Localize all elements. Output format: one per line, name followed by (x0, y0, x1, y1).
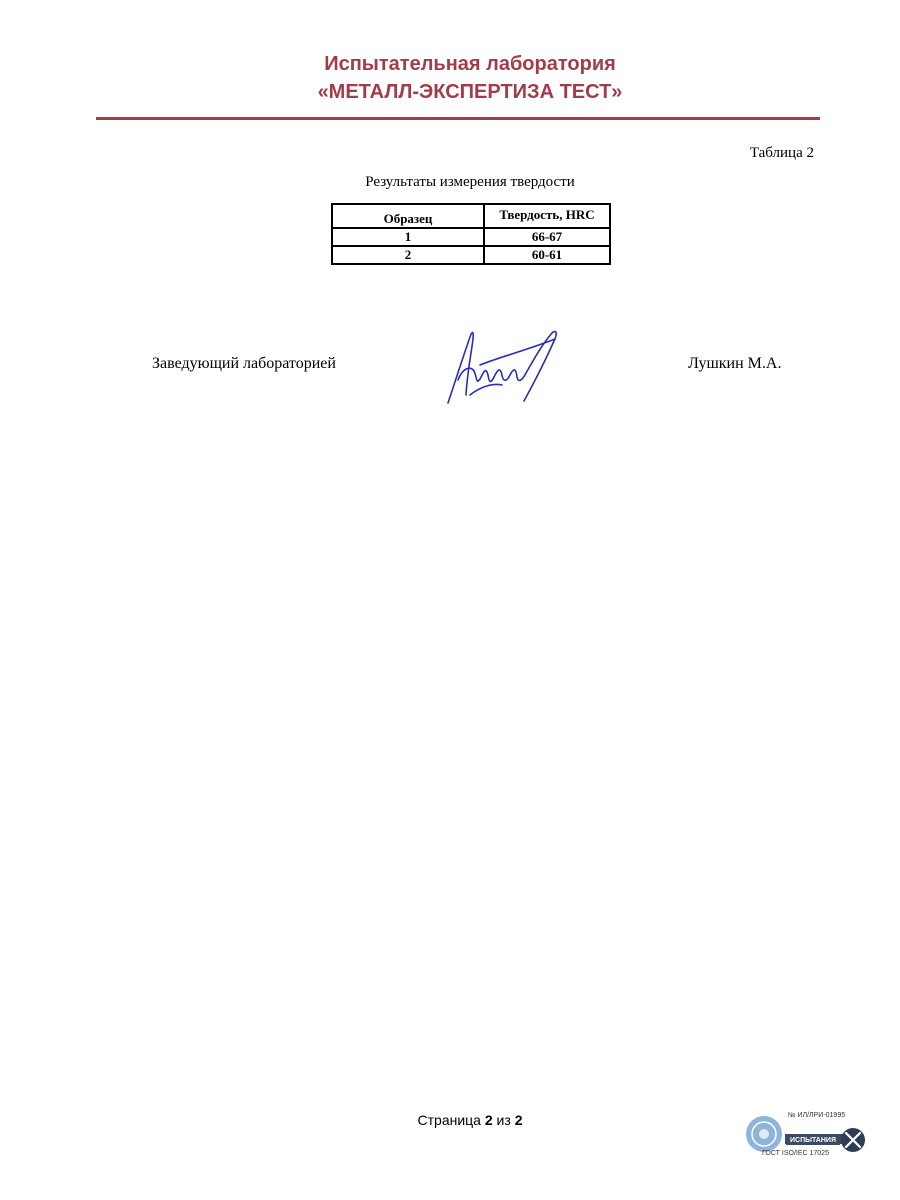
cell-hardness: 60-61 (484, 246, 610, 264)
table-row (332, 228, 610, 246)
page-prefix: Страница (417, 1112, 481, 1128)
handwritten-signature (440, 325, 565, 410)
table-title: Результаты измерения твердости (365, 174, 575, 190)
signatory-name: Лушкин М.А. (688, 355, 782, 372)
cell-sample: 2 (332, 246, 484, 264)
table-caption: Таблица 2 (749, 145, 814, 161)
page-current: 2 (484, 1112, 493, 1128)
header-rule (96, 117, 820, 120)
page-total: 2 (514, 1112, 523, 1128)
table-header-row (332, 204, 610, 228)
lab-header (0, 50, 900, 106)
accreditation-number: № ИЛ/ЛРИ-01995 (788, 1112, 846, 1119)
page-sep: из (496, 1112, 511, 1128)
cell-hardness: 66-67 (484, 228, 610, 246)
lab-name-line2: «МЕТАЛЛ-ЭКСПЕРТИЗА ТЕСТ» (317, 81, 623, 103)
accreditation-label: ИСПЫТАНИЯ (786, 1136, 840, 1145)
table-row (332, 246, 610, 264)
hardness-results-table (331, 203, 611, 265)
cell-sample: 1 (332, 228, 484, 246)
signatory-role: Заведующий лабораторией (152, 355, 336, 372)
accreditation-standard: ГОСТ ISO/IEC 17025 (762, 1150, 829, 1157)
column-header-sample: Образец (332, 204, 484, 228)
column-header-hardness: Твердость, HRC (484, 204, 610, 228)
lab-name-line1: Испытательная лаборатория (324, 53, 616, 75)
